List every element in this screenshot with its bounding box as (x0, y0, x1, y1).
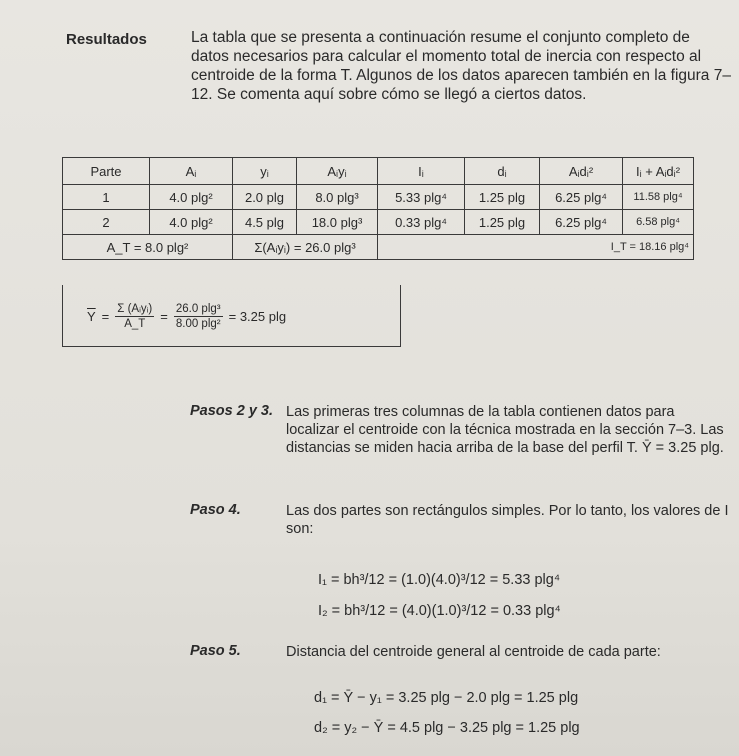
table-cell: 2 (63, 210, 150, 235)
header-i: Iᵢ (378, 158, 465, 185)
table-cell: 4.0 plg² (150, 210, 233, 235)
table-row (63, 210, 694, 235)
table-cell: 5.33 plg⁴ (378, 185, 465, 210)
header-y: yᵢ (233, 158, 297, 185)
sum-ay-cell: Σ(Aᵢyᵢ) = 26.0 plg³ (233, 235, 378, 260)
centroid-formula-box (62, 285, 401, 347)
header-parte: Parte (63, 158, 150, 185)
table-cell: 6.25 plg⁴ (540, 210, 623, 235)
fraction-denominator: 8.00 plg² (175, 318, 221, 330)
table-cell: 4.5 plg (233, 210, 297, 235)
table-cell: 1 (63, 185, 150, 210)
step-text: Las primeras tres columnas de la tabla contienen datos para localizar el centroide con la técnica mostrada en la sección 7–3. Las distancias se miden hacia arriba de la base del perfil T. Ȳ = 3.25 plg. (286, 404, 724, 456)
ybar-symbol: $\overline{Y}$ (87, 309, 96, 324)
table-sum-row (63, 235, 694, 260)
table-cell: 6.58 plg⁴ (623, 210, 694, 235)
header-area: Aᵢ (150, 158, 233, 185)
fraction-denominator: A_T (124, 318, 146, 330)
fraction-numerator: Σ (Aᵢyᵢ) (117, 303, 153, 315)
header-d: dᵢ (465, 158, 540, 185)
table-cell: 1.25 plg (465, 185, 540, 210)
header-ad2: Aᵢdᵢ² (540, 158, 623, 185)
step-label: Paso 4. (190, 502, 241, 518)
fraction-symbolic (115, 303, 154, 330)
inertia-table (62, 157, 694, 260)
table-cell: 2.0 plg (233, 185, 297, 210)
table-cell: 8.0 plg³ (297, 185, 378, 210)
equals-sign: = (160, 309, 168, 324)
table-cell: 0.33 plg⁴ (378, 210, 465, 235)
sum-inertia-cell: I_T = 18.16 plg⁴ (378, 235, 694, 260)
centroid-formula (87, 303, 286, 330)
equals-sign: = (101, 309, 110, 324)
step-label: Paso 5. (190, 643, 241, 659)
equation: d₂ = y₂ − Ȳ = 4.5 plg − 3.25 plg = 1.25 plg (314, 720, 580, 736)
sum-area-cell: A_T = 8.0 plg² (63, 235, 233, 260)
equation: d₁ = Ȳ − y₁ = 3.25 plg − 2.0 plg = 1.25 plg (314, 690, 579, 706)
fraction-numeric (174, 303, 223, 330)
step-label: Pasos 2 y 3. (190, 403, 274, 419)
table-cell: 11.58 plg⁴ (623, 185, 694, 210)
ybar-result: = 3.25 plg (228, 309, 287, 324)
results-paragraph: La tabla que se presenta a continuación resume el conjunto completo de datos necesarios para calcular el momento total de inercia con respecto al centroide de la forma T. Algunos de los datos aparecen también en la figura 7–12. Se comenta aquí sobre cómo se llegó a ciertos datos. (191, 29, 731, 103)
table-cell: 1.25 plg (465, 210, 540, 235)
header-ay: Aᵢyᵢ (297, 158, 378, 185)
results-heading: Resultados (66, 31, 147, 48)
header-i-plus-ad2: Iᵢ + Aᵢdᵢ² (623, 158, 694, 185)
table-row (63, 185, 694, 210)
step-text: Las dos partes son rectángulos simples. Por lo tanto, los valores de I son: (286, 503, 729, 537)
step-text: Distancia del centroide general al centroide de cada parte: (286, 644, 661, 660)
table-cell: 4.0 plg² (150, 185, 233, 210)
table-cell: 18.0 plg³ (297, 210, 378, 235)
equation: I₂ = bh³/12 = (4.0)(1.0)³/12 = 0.33 plg⁴ (318, 603, 561, 619)
fraction-numerator: 26.0 plg³ (175, 303, 221, 315)
equation: I₁ = bh³/12 = (1.0)(4.0)³/12 = 5.33 plg⁴ (318, 572, 561, 588)
table-header-row (63, 158, 694, 185)
table-cell: 6.25 plg⁴ (540, 185, 623, 210)
